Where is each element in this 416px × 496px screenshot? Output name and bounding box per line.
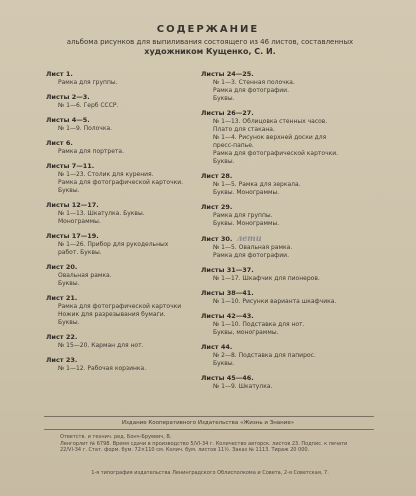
- contents-entry: [46, 116, 196, 133]
- entry-sheet-number: Лист 21.: [46, 294, 78, 302]
- entry-item: пресс-папье.: [213, 142, 254, 149]
- contents-entry: [201, 203, 371, 228]
- entry-item: Буквы.: [213, 360, 235, 367]
- contents-entry: [201, 343, 371, 368]
- entry-item: № 1—9. Полочка.: [58, 125, 113, 132]
- contents-entry: [46, 232, 196, 257]
- contents-entry: [201, 289, 371, 306]
- publisher-line: Издание Кооперативного Издательства «Жизнь и Знание»: [121, 420, 295, 426]
- subtitle: альбома рисунков для выпиливания состоящего из 46 листов, составленных: [66, 38, 354, 46]
- entry-item: Ножик для разрезывания бумаги.: [58, 311, 166, 318]
- divider-rule: [44, 429, 374, 430]
- entry-item: работ. Буквы.: [58, 249, 102, 256]
- entry-sheet-number: Лист 28.: [201, 172, 233, 180]
- entry-item: Буквы.: [58, 280, 80, 287]
- entry-item: Буквы.: [58, 319, 80, 326]
- entry-sheet-number: Листы 2—3.: [46, 93, 90, 101]
- entry-item: Рамка для портрета.: [58, 148, 125, 155]
- author: художником Кущенко, С. И.: [144, 47, 276, 56]
- page-title: СОДЕРЖАНИЕ: [156, 24, 260, 35]
- entry-item: Рамка для фотографии.: [213, 87, 289, 94]
- contents-entry: [201, 374, 371, 391]
- entry-item: Монограммы.: [58, 218, 101, 225]
- contents-left-column: [46, 70, 196, 379]
- entry-item: № 1—13. Шкатулка. Буквы.: [58, 210, 145, 217]
- entry-item: № 1—4. Рисунок верхней доски для: [213, 134, 327, 141]
- entry-sheet-number: Лист 29.: [201, 203, 233, 211]
- entry-sheet-number: Листы 4—5.: [46, 116, 90, 124]
- entry-sheet-number: Лист 30. лети: [201, 233, 262, 243]
- entry-item: № 2—8. Подставка для папирос.: [213, 352, 316, 359]
- entry-item: Рамка для группы.: [58, 79, 118, 86]
- entry-item: № 1—10. Рисунки варианта шкафчика.: [213, 298, 337, 305]
- entry-item: Буквы, монограммы.: [213, 329, 279, 336]
- contents-entry: [201, 109, 371, 166]
- entry-sheet-number: Листы 42—43.: [201, 312, 254, 320]
- entry-sheet-number: Лист 44.: [201, 343, 233, 351]
- subtitle-block: [20, 37, 400, 57]
- contents-entry: [46, 162, 196, 195]
- contents-entry: [201, 266, 371, 283]
- entry-item: № 1—26. Прибор для рукодельных: [58, 241, 169, 248]
- entry-item: Буквы.: [58, 187, 80, 194]
- contents-entry: [46, 356, 196, 373]
- contents-entry: [201, 312, 371, 337]
- contents-entry: [46, 70, 196, 87]
- printer-line: 1-я типография издательства Ленинградского Облисполкома и Совета, 2-я Советская, 7.: [91, 470, 329, 476]
- entry-item: Плато для стакана.: [213, 126, 275, 133]
- entry-sheet-number: Лист 23.: [46, 356, 78, 364]
- contents-entry: [46, 333, 196, 350]
- entry-item: Рамка для группы.: [213, 212, 273, 219]
- entry-item: Рамка для фотографической карточки.: [58, 179, 184, 186]
- entry-item: Рамка для фотографической карточки: [58, 303, 182, 310]
- entry-item: № 1—23. Столик для курения.: [58, 171, 154, 178]
- contents-right-column: [201, 70, 371, 397]
- entry-item: № 1—5. Овальная рамка.: [213, 244, 293, 251]
- entry-item: Буквы. Монограммы.: [213, 189, 280, 196]
- entry-item: Рамка для фотографической карточки.: [213, 150, 339, 157]
- imprint-line: Ленгорлит № 6798. Время сдачи в производство 5/VI-34 г. Количество авторск. листов 23. Подпис. к печати: [60, 440, 348, 447]
- imprint-block: [60, 434, 360, 454]
- entry-item: № 1—12. Рабочая корзинка.: [58, 365, 147, 372]
- divider-rule: [44, 416, 374, 417]
- entry-item: Буквы.: [213, 158, 235, 165]
- imprint-line: Ответств. и технич. ред. Бонч-Бруевич, В.: [60, 434, 172, 440]
- entry-sheet-number: Лист 1.: [46, 70, 73, 78]
- entry-sheet-number: Листы 17—19.: [46, 232, 99, 240]
- entry-item: № 1—3. Стенная полочка.: [213, 79, 295, 86]
- entry-item: Овальная рамка.: [58, 272, 112, 279]
- entry-sheet-number: Листы 7—11.: [46, 162, 95, 170]
- entry-sheet-number: Листы 26—27.: [201, 109, 254, 117]
- contents-entry: [46, 93, 196, 110]
- entry-sheet-number: Листы 31—37.: [201, 266, 254, 274]
- entry-item: № 1—10. Подставка для нот.: [213, 321, 305, 328]
- entry-item: Рамка для фотографии.: [213, 252, 289, 259]
- entry-item: Буквы.: [213, 95, 235, 102]
- entry-item: № 1—9. Шкатулка.: [213, 383, 273, 390]
- entry-sheet-number: Листы 24—25.: [201, 70, 254, 78]
- entry-sheet-number: Листы 38—41.: [201, 289, 254, 297]
- entry-item: № 15—20. Карман для нот.: [58, 342, 144, 349]
- entry-sheet-number: Лист 6.: [46, 139, 73, 147]
- entry-item: Буквы. Монограммы.: [213, 220, 280, 227]
- entry-sheet-number: Лист 20.: [46, 263, 78, 271]
- contents-entry: [46, 263, 196, 288]
- entry-item: № 1—13. Облицовка стенных часов.: [213, 118, 328, 125]
- imprint-line: 22/VI-34 г. Стат. форм. бум. 72×110 см. Колич. бум. листов 11½. Заказ № 1113. Тираж 20 000.: [60, 447, 310, 453]
- entry-sheet-number: Листы 12—17.: [46, 201, 99, 209]
- entry-item: № 1—17. Шкафчик для пионеров.: [213, 275, 320, 282]
- entry-sheet-number: Листы 45—46.: [201, 374, 254, 382]
- pencil-annotation: лети: [236, 233, 262, 243]
- entry-sheet-number: Лист 22.: [46, 333, 78, 341]
- contents-entry: [46, 201, 196, 226]
- entry-item: № 1—5. Рамка для зеркала.: [213, 181, 301, 188]
- contents-entry: [201, 172, 371, 197]
- entry-item: № 1—6. Герб СССР.: [58, 102, 119, 109]
- contents-entry: [46, 139, 196, 156]
- contents-entry: [46, 294, 196, 327]
- contents-entry: [201, 234, 371, 260]
- contents-entry: [201, 70, 371, 103]
